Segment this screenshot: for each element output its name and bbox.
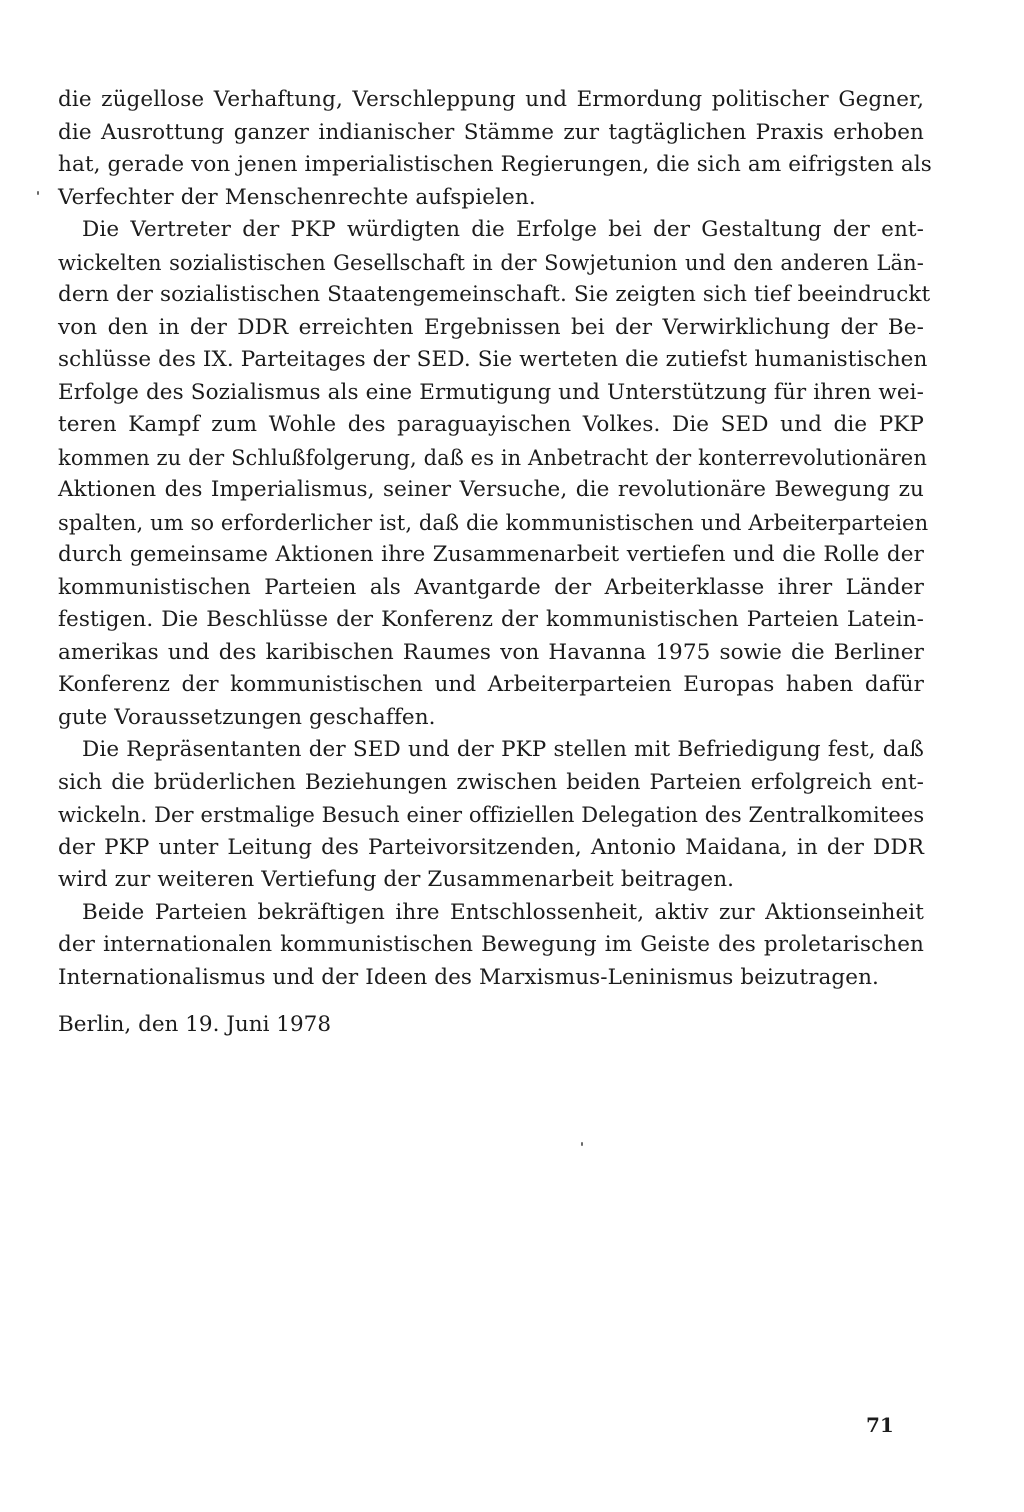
text-line: der PKP unter Leitung des Parteivorsitzenden, Antonio Maidana, in der DDR [58,834,924,860]
text-line: hat, gerade von jenen imperialistischen Regierungen, die sich am eifrigsten als [58,152,932,177]
text-line: von den in der DDR erreichten Ergebnissen bei der Verwirklichung der Be- [58,314,924,340]
text-line: die Ausrottung ganzer indianischer Stämme zur tagtäglichen Praxis erhoben [58,119,924,145]
text-line: Konferenz der kommunistischen und Arbeiterparteien Europas haben dafür [58,672,924,697]
paragraph-1 [58,84,932,214]
text-line: spalten, um so erforderlicher ist, daß die kommunistischen und Arbeiterparteien [58,510,929,535]
text-line: Die Vertreter der PKP würdigten die Erfolge bei der Gestaltung der ent- [82,217,924,242]
text-line: gute Voraussetzungen geschaffen. [58,704,436,730]
text-line: der internationalen kommunistischen Bewegung im Geiste des proletarischen [58,932,924,957]
text-line: die zügellose Verhaftung, Verschleppung und Ermordung politischer Gegner, [58,87,924,112]
text-line: sich die brüderlichen Beziehungen zwischen beiden Parteien erfolgreich ent- [58,769,924,795]
page-number: 71 [866,1413,894,1437]
text-line: Internationalismus und der Ideen des Marxismus-Leninismus beizutragen. [58,964,879,990]
text-line: wickelten sozialistischen Gesellschaft in der Sowjetunion und den anderen Län- [58,250,924,275]
paragraph-2 [58,214,931,734]
text-line: amerikas und des karibischen Raumes von Havanna 1975 sowie die Berliner [58,639,924,665]
text-line: Verfechter der Menschenrechte aufspielen. [58,184,536,210]
scan-speck [581,1142,583,1146]
text-line: Erfolge des Sozialismus als eine Ermutigung und Unterstützung für ihren wei- [58,379,924,405]
text-line: Die Repräsentanten der SED und der PKP stellen mit Befriedigung fest, daß [82,737,924,762]
scan-speck [37,191,39,195]
text-line: teren Kampf zum Wohle des paraguayischen Volkes. Die SED und die PKP [58,412,924,437]
text-line: Beide Parteien bekräftigen ihre Entschlossenheit, aktiv zur Aktionseinheit [82,899,924,925]
dateline: Berlin, den 19. Juni 1978 [58,1012,332,1037]
text-line: kommen zu der Schlußfolgerung, daß es in Anbetracht der konterrevolutionären [58,445,927,470]
paragraph-4 [58,897,924,995]
text-line: festigen. Die Beschlüsse der Konferenz der kommunistischen Parteien Latein- [58,607,924,632]
body-text [58,84,932,994]
text-line: kommunistischen Parteien als Avantgarde der Arbeiterklasse ihrer Länder [58,574,924,600]
text-line: schlüsse des IX. Parteitages der SED. Sie werteten die zutiefst humanistischen [58,347,928,372]
text-line: durch gemeinsame Aktionen ihre Zusammenarbeit vertiefen und die Rolle der [58,542,924,567]
text-line: dern der sozialistischen Staatengemeinschaft. Sie zeigten sich tief beeindruckt [58,282,931,307]
paragraph-3 [58,734,924,897]
text-line: Aktionen des Imperialismus, seiner Versuche, die revolutionäre Bewegung zu [58,477,924,502]
text-line: wird zur weiteren Vertiefung der Zusammenarbeit beitragen. [58,867,735,892]
text-line: wickeln. Der erstmalige Besuch einer offiziellen Delegation des Zentralkomitees [58,803,925,827]
